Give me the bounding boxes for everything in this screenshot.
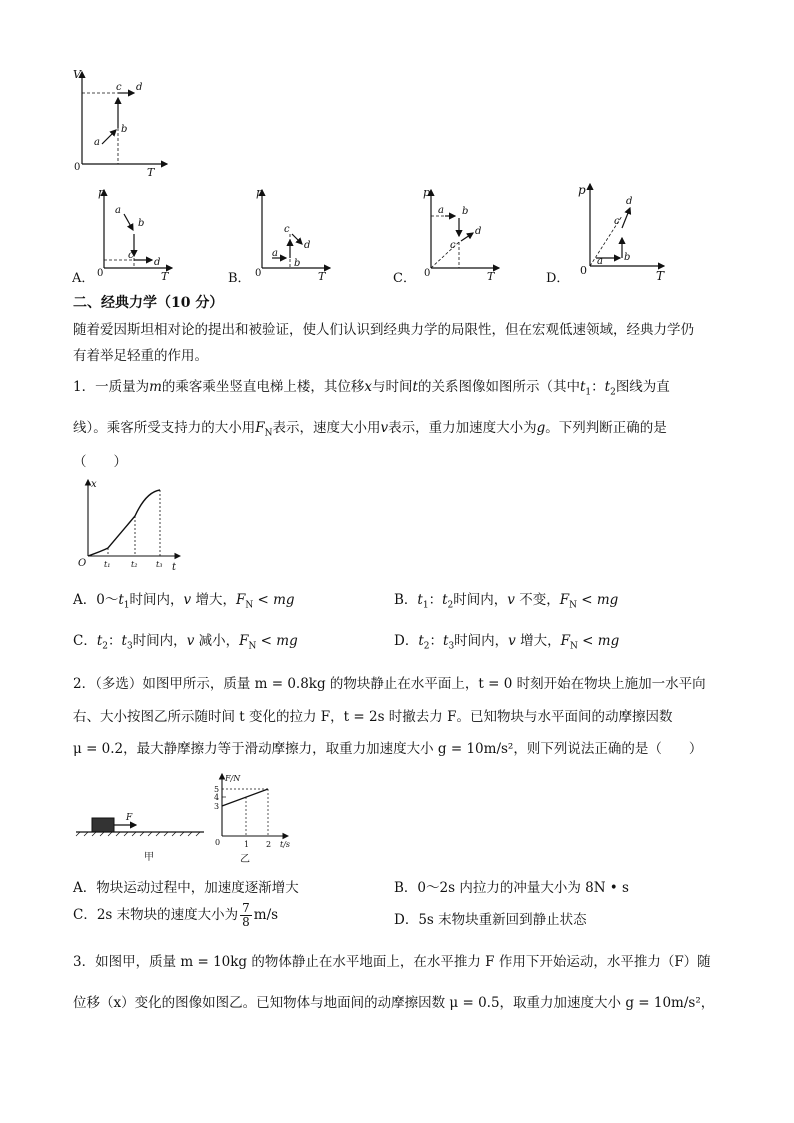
origin-label: 0 bbox=[74, 162, 81, 173]
svg-text:a: a bbox=[597, 256, 603, 267]
option-c-letter: C． bbox=[393, 271, 416, 286]
svg-text:T: T bbox=[161, 270, 169, 283]
svg-text:O: O bbox=[78, 558, 87, 569]
point-a: a bbox=[94, 137, 100, 148]
option-a-graph bbox=[72, 186, 182, 286]
section-2-intro-2: 有着举足轻重的作用。 bbox=[73, 348, 208, 364]
svg-text:b: b bbox=[294, 258, 301, 269]
svg-text:c: c bbox=[284, 224, 290, 235]
svg-text:3: 3 bbox=[214, 802, 220, 811]
option-b-graph bbox=[228, 186, 338, 286]
force-label: F bbox=[126, 813, 133, 823]
q1-option-c[interactable]: C．$t_2$：$t_3$时间内，v 减小，$F_N$ < mg bbox=[73, 633, 298, 652]
svg-text:x: x bbox=[91, 479, 97, 490]
svg-text:t₂: t₂ bbox=[131, 560, 138, 569]
q2-option-b[interactable]: B．0～2s 内拉力的冲量大小为 8N • s bbox=[394, 880, 629, 896]
svg-text:c: c bbox=[614, 216, 620, 227]
svg-text:b: b bbox=[624, 252, 631, 263]
svg-text:T: T bbox=[656, 269, 665, 283]
q2-option-c[interactable]: C．2s 末物块的速度大小为 $\frac{7}{8}$ m/s bbox=[73, 901, 279, 929]
q3-line-1: 3．如图甲，质量 m = 10kg 的物体静止在水平地面上，在水平推力 F 作用下开始运动，水平推力（F）随 bbox=[73, 954, 711, 970]
fig-jia-label: 甲 bbox=[144, 852, 154, 863]
option-a-letter: A． bbox=[72, 271, 95, 286]
svg-text:a: a bbox=[115, 205, 121, 216]
svg-text:b: b bbox=[462, 206, 469, 217]
q2-line-2: 右、大小按图乙所示随时间 t 变化的拉力 F，t = 2s 时撤去力 F。已知物块与水平面间的动摩擦因数 bbox=[73, 709, 673, 725]
svg-text:b: b bbox=[138, 218, 145, 229]
svg-text:4: 4 bbox=[214, 793, 220, 802]
q3-line-2: 位移（x）变化的图像如图乙。已知物体与地面间的动摩擦因数 μ = 0.5，取重力加速度大小 g = 10m/s²， bbox=[73, 995, 715, 1011]
q2-line-1: 2．（多选）如图甲所示，质量 m = 0.8kg 的物块静止在水平面上，t = 0 时刻开始在物块上施加一水平向 bbox=[73, 676, 706, 692]
svg-text:d: d bbox=[154, 257, 161, 268]
q2-fig-yi-graph bbox=[210, 772, 300, 866]
svg-text:c: c bbox=[450, 240, 456, 251]
svg-text:2: 2 bbox=[266, 840, 272, 849]
svg-text:5: 5 bbox=[214, 785, 220, 794]
svg-text:T: T bbox=[487, 270, 495, 283]
svg-text:1: 1 bbox=[244, 840, 250, 849]
option-c-graph bbox=[393, 186, 508, 286]
vt-graph bbox=[72, 66, 172, 181]
svg-text:0: 0 bbox=[580, 264, 587, 277]
svg-text:0: 0 bbox=[424, 268, 431, 279]
process-ab bbox=[102, 130, 116, 144]
svg-text:p: p bbox=[98, 186, 106, 199]
q1-option-d[interactable]: D．$t_2$：$t_3$时间内，v 增大，$F_N$ < mg bbox=[394, 633, 620, 652]
q2-line-3: μ = 0.2，最大静摩擦力等于滑动摩擦力，取重力加速度大小 g = 10m/s²，则下列说法正确的是（ ） bbox=[73, 741, 703, 757]
q1-line-2: 线）。乘客所受支持力的大小用$F_N$表示，速度大小用v表示，重力加速度大小为g。下列判断正确的是 bbox=[73, 420, 667, 439]
q1-option-b[interactable]: B．$t_1$：$t_2$时间内，v 不变，$F_N$ < mg bbox=[394, 592, 619, 611]
svg-text:a: a bbox=[272, 248, 278, 259]
svg-text:0: 0 bbox=[97, 268, 104, 279]
svg-text:c: c bbox=[128, 250, 134, 261]
t-axis-label: T bbox=[147, 166, 155, 179]
svg-text:t₁: t₁ bbox=[104, 560, 111, 569]
q2-option-a[interactable]: A．物块运动过程中，加速度逐渐增大 bbox=[73, 880, 299, 896]
fig-yi-label: 乙 bbox=[240, 854, 250, 865]
q1-option-a[interactable]: A．$0\sim t_1$时间内，v 增大，$F_N$ < mg bbox=[73, 592, 295, 611]
svg-text:d: d bbox=[475, 226, 482, 237]
svg-text:a: a bbox=[438, 205, 444, 216]
svg-text:0: 0 bbox=[255, 268, 262, 279]
q1-line-1: 1．一质量为m的乘客乘坐竖直电梯上楼，其位移x与时间t的关系图像如图所示（其中$t_1$：$t_2$图线为直 bbox=[73, 379, 670, 398]
svg-text:0: 0 bbox=[215, 838, 221, 847]
option-d-graph bbox=[546, 180, 671, 286]
svg-text:d: d bbox=[304, 240, 311, 251]
q1-paren: （ ） bbox=[73, 454, 127, 470]
q2-fig-jia bbox=[74, 808, 214, 868]
svg-text:t₃: t₃ bbox=[156, 560, 163, 569]
q1-xt-graph bbox=[74, 478, 189, 573]
svg-text:T: T bbox=[318, 270, 326, 283]
option-d-letter: D． bbox=[546, 271, 570, 286]
svg-text:p: p bbox=[423, 186, 431, 199]
svg-text:t: t bbox=[172, 562, 177, 573]
svg-text:p: p bbox=[578, 183, 586, 197]
point-b: b bbox=[121, 124, 128, 135]
yi-axis-y: F/N bbox=[225, 774, 241, 783]
point-d: d bbox=[136, 82, 143, 93]
option-b-letter: B． bbox=[228, 271, 251, 286]
v-axis-label: V bbox=[73, 68, 81, 81]
section-2-title: 二、经典力学（10 分） bbox=[73, 295, 224, 311]
yi-axis-x: t/s bbox=[280, 840, 291, 849]
q2-option-d[interactable]: D．5s 末物块重新回到静止状态 bbox=[394, 912, 587, 928]
block bbox=[92, 818, 114, 832]
svg-text:p: p bbox=[256, 186, 264, 199]
section-2-intro-1: 随着爱因斯坦相对论的提出和被验证，使人们认识到经典力学的局限性，但在宏观低速领域，经典力学仍 bbox=[73, 322, 694, 338]
svg-text:d: d bbox=[626, 196, 633, 207]
point-c: c bbox=[116, 82, 122, 93]
